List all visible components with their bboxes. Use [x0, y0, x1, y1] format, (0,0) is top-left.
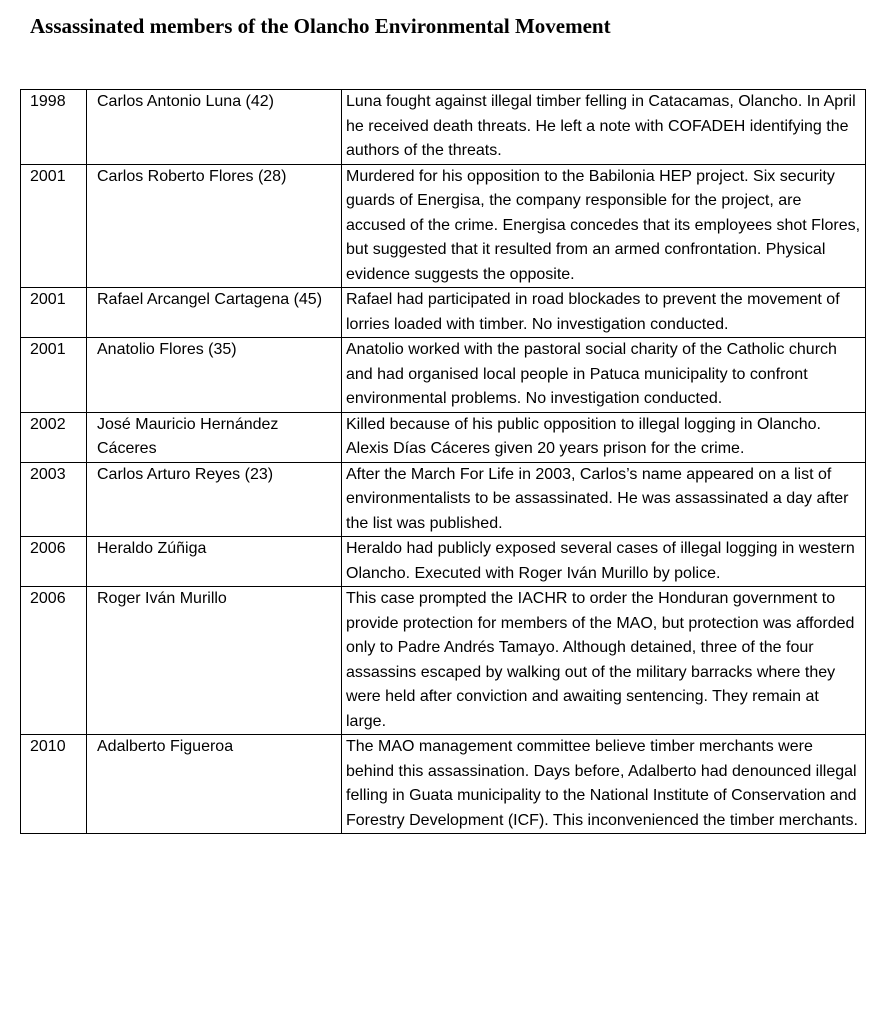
- table-row: [21, 537, 866, 587]
- table-row: [21, 412, 866, 462]
- year-cell: 2001: [21, 164, 87, 288]
- name-cell: Carlos Roberto Flores (28): [87, 164, 342, 288]
- name-cell: Carlos Antonio Luna (42): [87, 90, 342, 165]
- description-cell: This case prompted the IACHR to order the Honduran government to provide protection for members of the MAO, but protection was afforded only to Padre Andrés Tamayo. Although detained, three of the four assassins escaped by walking out of the military barracks where they were held after conviction and awaiting sentencing. They remain at large.: [342, 587, 866, 735]
- year-cell: 2001: [21, 288, 87, 338]
- table-row: [21, 735, 866, 834]
- year-cell: 2006: [21, 537, 87, 587]
- year-cell: 2001: [21, 338, 87, 413]
- year-cell: 1998: [21, 90, 87, 165]
- description-cell: Heraldo had publicly exposed several cases of illegal logging in western Olancho. Executed with Roger Iván Murillo by police.: [342, 537, 866, 587]
- table-row: [21, 288, 866, 338]
- name-cell: Carlos Arturo Reyes (23): [87, 462, 342, 537]
- description-cell: Anatolio worked with the pastoral social charity of the Catholic church and had organised local people in Patuca municipality to confront environmental problems. No investigation conducted.: [342, 338, 866, 413]
- table-row: [21, 164, 866, 288]
- name-cell: Adalberto Figueroa: [87, 735, 342, 834]
- assassinated-members-table: [20, 89, 866, 834]
- table-row: [21, 90, 866, 165]
- name-cell: Rafael Arcangel Cartagena (45): [87, 288, 342, 338]
- year-cell: 2002: [21, 412, 87, 462]
- table-row: [21, 587, 866, 735]
- document-title: Assassinated members of the Olancho Environmental Movement: [30, 14, 611, 38]
- description-cell: The MAO management committee believe timber merchants were behind this assassination. Days before, Adalberto had denounced illegal felling in Guata municipality to the National Institute of Conservation and Forestry Development (ICF). This inconvenienced the timber merchants.: [342, 735, 866, 834]
- description-cell: Killed because of his public opposition to illegal logging in Olancho. Alexis Días Cáceres given 20 years prison for the crime.: [342, 412, 866, 462]
- description-cell: Luna fought against illegal timber felling in Catacamas, Olancho. In April he received death threats. He left a note with COFADEH identifying the authors of the threats.: [342, 90, 866, 165]
- description-cell: Murdered for his opposition to the Babilonia HEP project. Six security guards of Energisa, the company responsible for the project, are accused of the crime. Energisa concedes that its employees shot Flores, but suggested that it resulted from an armed confrontation. Physical evidence suggests the opposite.: [342, 164, 866, 288]
- name-cell: José Mauricio Hernández Cáceres: [87, 412, 342, 462]
- name-cell: Roger Iván Murillo: [87, 587, 342, 735]
- year-cell: 2003: [21, 462, 87, 537]
- year-cell: 2006: [21, 587, 87, 735]
- name-cell: Anatolio Flores (35): [87, 338, 342, 413]
- year-cell: 2010: [21, 735, 87, 834]
- description-cell: After the March For Life in 2003, Carlos’s name appeared on a list of environmentalists to be assassinated. He was assassinated a day after the list was published.: [342, 462, 866, 537]
- name-cell: Heraldo Zúñiga: [87, 537, 342, 587]
- table-row: [21, 462, 866, 537]
- description-cell: Rafael had participated in road blockades to prevent the movement of lorries loaded with timber. No investigation conducted.: [342, 288, 866, 338]
- table-row: [21, 338, 866, 413]
